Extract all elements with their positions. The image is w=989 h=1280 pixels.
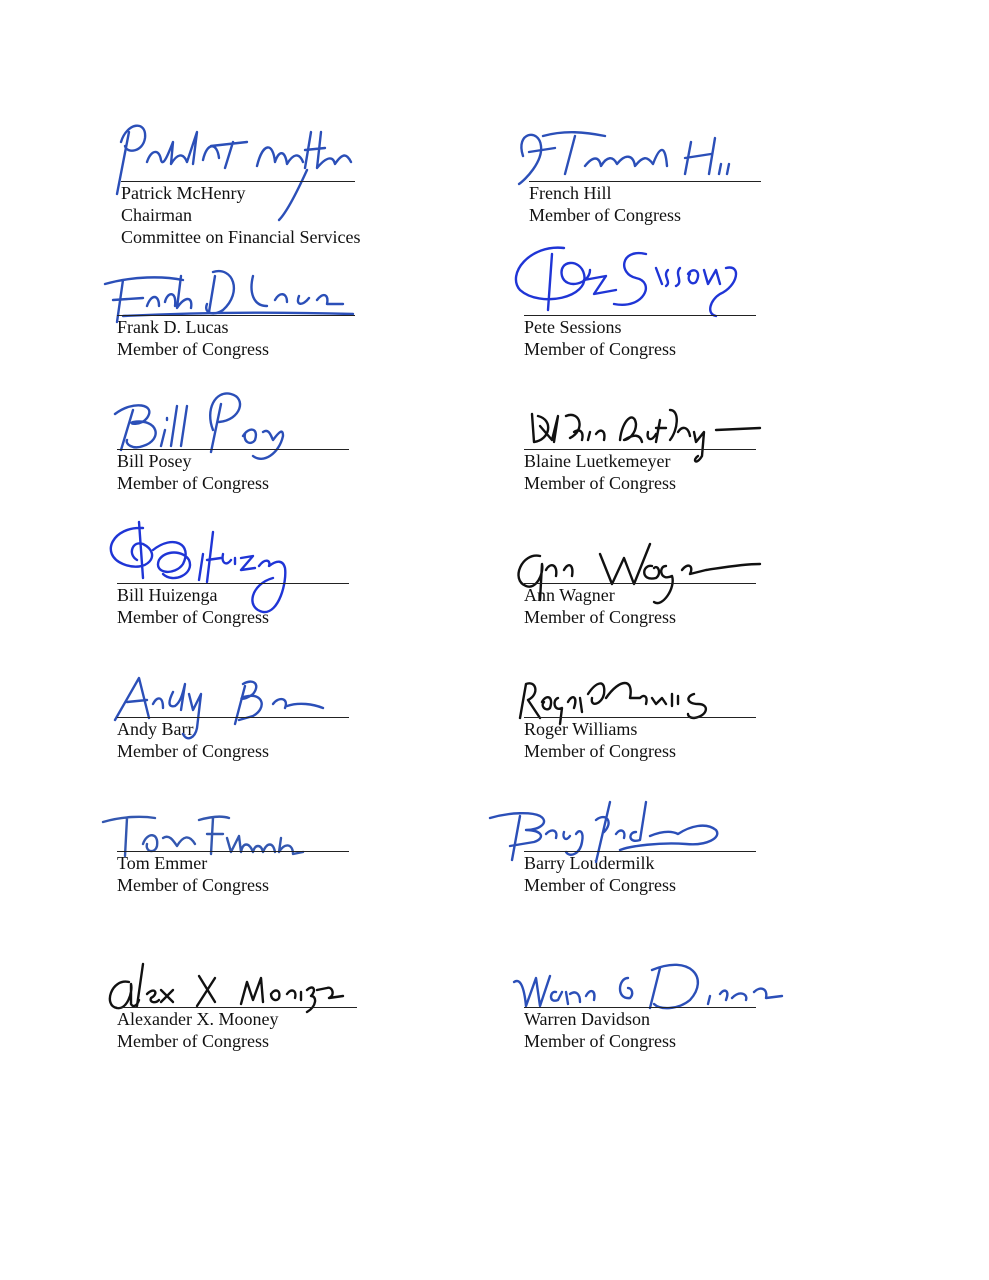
signature-block-mchenry <box>121 102 361 248</box>
handwritten-signature <box>510 638 780 748</box>
signatory-title: Member of Congress <box>524 607 676 627</box>
signature-line <box>117 851 349 852</box>
signature-line <box>524 851 756 852</box>
handwritten-signature <box>103 772 373 882</box>
handwritten-signature <box>515 102 775 202</box>
signatory-committee: Committee on Financial Services <box>121 227 361 247</box>
handwritten-signature <box>510 928 790 1038</box>
signatory-title: Member of Congress <box>524 875 676 895</box>
signatory-name: French Hill <box>529 183 612 203</box>
signatory-name: Bill Huizenga <box>117 585 218 605</box>
signatory-title: Member of Congress <box>117 875 269 895</box>
signature-block-emmer <box>117 772 349 896</box>
signature-area <box>529 102 761 182</box>
signature-block-hill <box>529 102 761 226</box>
signature-area <box>117 638 349 718</box>
signature-line <box>524 583 756 584</box>
signatory-title: Member of Congress <box>117 339 269 359</box>
signatory-name: Pete Sessions <box>524 317 622 337</box>
signature-line <box>529 181 761 182</box>
signature-block-sessions <box>524 236 756 360</box>
handwritten-signature <box>103 638 363 758</box>
handwritten-signature <box>103 504 363 624</box>
signatory-title: Member of Congress <box>524 741 676 761</box>
signatory-name: Andy Barr <box>117 719 194 739</box>
signatory-title: Member of Congress <box>117 607 269 627</box>
handwritten-signature <box>510 504 780 624</box>
signatory-name: Warren Davidson <box>524 1009 651 1029</box>
signature-block-williams <box>524 638 756 762</box>
signature-area <box>121 102 355 182</box>
signature-area <box>117 504 349 584</box>
signature-area <box>117 772 349 852</box>
signature-area <box>524 504 756 584</box>
signature-line <box>117 449 349 450</box>
signature-line <box>524 717 756 718</box>
signature-area <box>524 928 756 1008</box>
handwritten-signature <box>103 370 363 480</box>
signatory-name: Tom Emmer <box>117 853 208 873</box>
signature-block-posey <box>117 370 349 494</box>
signature-block-loudermilk <box>524 772 756 896</box>
handwritten-signature <box>103 928 373 1038</box>
signature-block-barr <box>117 638 349 762</box>
signature-block-huizenga <box>117 504 349 628</box>
signature-line <box>524 1007 756 1008</box>
signature-area <box>117 236 355 316</box>
signature-block-mooney <box>117 928 357 1052</box>
handwritten-signature <box>107 102 367 222</box>
signatory-name: Bill Posey <box>117 451 192 471</box>
signatory-title: Member of Congress <box>117 741 269 761</box>
signature-line <box>117 717 349 718</box>
signatory-title: Chairman <box>121 205 192 225</box>
signature-block-wagner <box>524 504 756 628</box>
signature-area <box>524 638 756 718</box>
signature-area <box>117 928 357 1008</box>
signatory-name: Roger Williams <box>524 719 638 739</box>
signatory-name: Frank D. Lucas <box>117 317 229 337</box>
signatory-title: Member of Congress <box>524 1031 676 1051</box>
signature-block-davidson <box>524 928 756 1052</box>
signature-line <box>117 315 355 316</box>
signature-area <box>524 236 756 316</box>
signature-line <box>121 181 355 182</box>
handwritten-signature <box>510 224 780 334</box>
signature-block-luetkemeyer <box>524 370 756 494</box>
signatory-title: Member of Congress <box>117 473 269 493</box>
signature-block-lucas <box>117 236 355 360</box>
signatory-title: Member of Congress <box>117 1031 269 1051</box>
signatory-name: Barry Loudermilk <box>524 853 655 873</box>
handwritten-signature <box>103 236 373 336</box>
signatory-title: Member of Congress <box>529 205 681 225</box>
signatory-name: Ann Wagner <box>524 585 615 605</box>
signatory-name: Alexander X. Mooney <box>117 1009 279 1029</box>
signatory-title: Member of Congress <box>524 339 676 359</box>
signatory-name: Blaine Luetkemeyer <box>524 451 671 471</box>
signature-line <box>524 315 756 316</box>
signature-line <box>524 449 756 450</box>
signature-line <box>117 583 349 584</box>
signatory-title: Member of Congress <box>524 473 676 493</box>
signature-line <box>117 1007 357 1008</box>
signature-area <box>524 772 756 852</box>
handwritten-signature <box>510 370 780 480</box>
handwritten-signature <box>510 772 780 882</box>
signatory-name: Patrick McHenry <box>121 183 246 203</box>
signature-area <box>524 370 756 450</box>
signature-area <box>117 370 349 450</box>
